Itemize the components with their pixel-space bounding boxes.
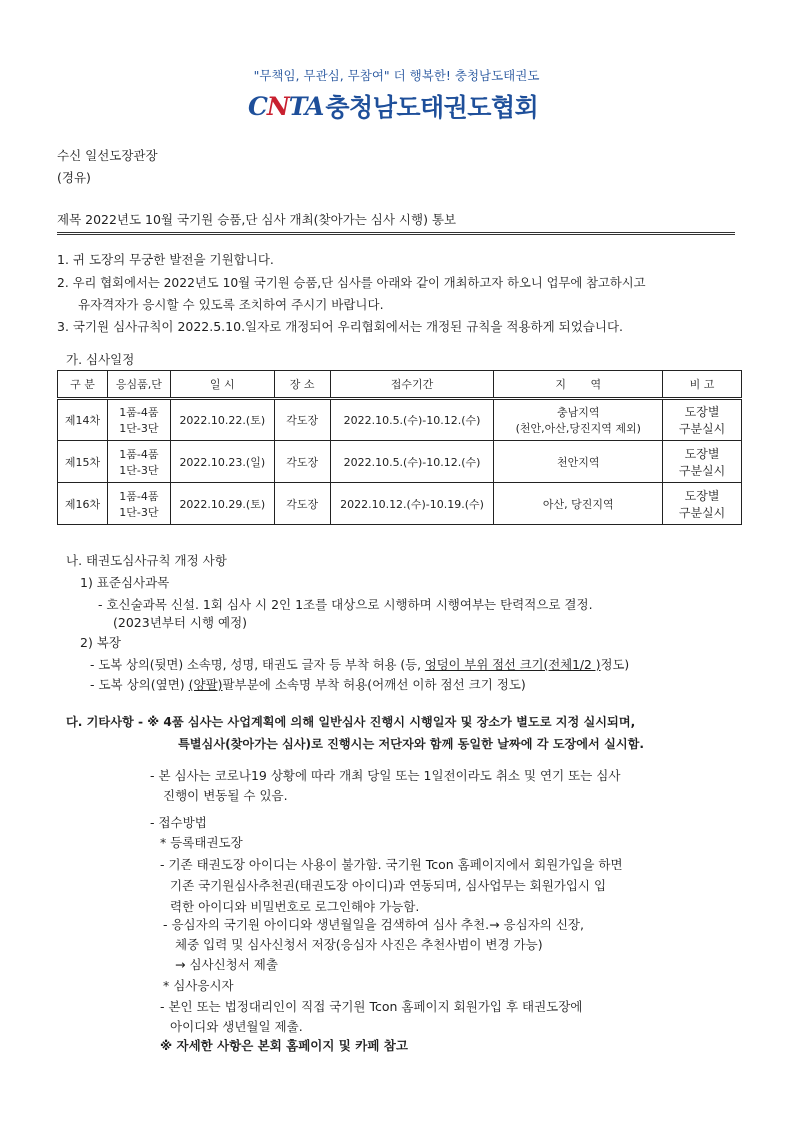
grade-dan: 1단-3단	[119, 422, 159, 435]
note-line-2: 구분실시	[678, 422, 726, 436]
logo-name: 충청남도태권도협회	[325, 93, 539, 122]
recipient-line: 수신 일선도장관장	[57, 148, 158, 163]
place-cell: 각도장	[274, 441, 330, 483]
registered-dojang-title: * 등록태권도장	[160, 835, 243, 850]
rules-item-2b-pre: - 도복 상의(옆면)	[90, 677, 189, 692]
note-line-1: 도장별	[684, 446, 720, 461]
table-row	[58, 483, 742, 525]
logo-mark	[248, 92, 323, 121]
paragraph-2a: 2. 우리 협회에서는 2022년도 10월 국기원 승품,단 심사를 아래와 같이 개최하고자 하오니 업무에 참고하시고	[57, 276, 646, 290]
registered-dojang-4: - 응심자의 국기원 아이디와 생년월일을 검색하여 심사 추천.→ 응심자의 신장,	[163, 917, 584, 932]
final-note: ※ 자세한 사항은 본회 홈페이지 및 카페 참고	[160, 1038, 408, 1053]
rules-item-1a: - 호신술과목 신설. 1회 심사 시 2인 1조를 대상으로 시행하며 시행여부는 탄력적으로 결정.	[98, 597, 593, 612]
table-row	[58, 399, 742, 441]
date-cell: 2022.10.22.(토)	[170, 399, 274, 441]
reception-method: - 접수방법	[150, 815, 207, 830]
col-header: 장 소	[274, 371, 330, 399]
date-cell: 2022.10.29.(토)	[170, 483, 274, 525]
note-cell	[663, 441, 742, 483]
grade-pum: 1품-4품	[119, 406, 159, 419]
region-cell: 천안지역	[494, 441, 663, 483]
rules-item-2a-post: 정도)	[600, 658, 630, 672]
round-cell: 제16차	[58, 483, 108, 525]
round-cell: 제14차	[58, 399, 108, 441]
paragraph-2b: 유자격자가 응시할 수 있도록 조치하여 주시기 바랍니다.	[78, 297, 384, 312]
registered-dojang-3: 력한 아이디와 비밀번호로 로그인해야 가능함.	[170, 899, 420, 914]
covid-note-1: - 본 심사는 코로나19 상황에 따라 개최 당일 또는 1일전이라도 취소 및 연기 또는 심사	[150, 768, 621, 783]
registered-dojang-2: 기존 국기원심사추천권(태권도장 아이디)과 연동되며, 심사업무는 회원가입시 입	[170, 878, 607, 893]
grade-dan: 1단-3단	[119, 463, 159, 477]
grade-cell	[107, 399, 170, 441]
table-row	[58, 441, 742, 483]
period-cell: 2022.10.5.(수)-10.12.(수)	[330, 441, 494, 483]
logo-mark-n: N	[266, 91, 289, 121]
period-cell: 2022.10.5.(수)-10.12.(수)	[330, 399, 494, 441]
rules-item-2b-underlined: (양팔)	[188, 677, 223, 692]
paragraph-1: 1. 귀 도장의 무궁한 발전을 기원합니다.	[57, 252, 274, 267]
via-line: (경유)	[57, 170, 91, 185]
association-logo	[248, 88, 538, 124]
rules-item-1b: (2023년부터 시행 예정)	[113, 615, 248, 630]
col-header: 응심품,단	[107, 371, 170, 399]
registered-dojang-1: - 기존 태권도장 아이디는 사용이 불가함. 국기원 Tcon 홈페이지에서 회원가입을 하면	[160, 857, 623, 872]
region-cell	[494, 399, 663, 441]
region-cell: 아산, 당진지역	[494, 483, 663, 525]
note-cell	[663, 483, 742, 525]
col-header: 지 역	[494, 371, 663, 399]
covid-note-2: 진행이 변동될 수 있음.	[163, 788, 288, 803]
col-header: 접수기간	[330, 371, 494, 399]
grade-cell	[107, 441, 170, 483]
logo-mark-ta: TA	[288, 91, 324, 121]
other-heading: 다. 기타사항 - ※ 4품 심사는 사업계획에 의해 일반심사 진행시 시행일자 및 장소가 별도로 지정 실시되며,	[66, 715, 636, 729]
logo-mark-c: C	[248, 91, 267, 121]
double-divider	[57, 232, 735, 235]
table-header-row	[58, 371, 742, 399]
applicant-1: - 본인 또는 법정대리인이 직접 국기원 Tcon 홈페이지 회원가입 후 태권도장에	[160, 999, 583, 1014]
col-header: 일 시	[170, 371, 274, 399]
region-sub: (천안,아산,당진지역 제외)	[515, 422, 641, 435]
col-header: 구 분	[58, 371, 108, 399]
grade-pum: 1품-4품	[119, 447, 159, 461]
schedule-table	[57, 370, 742, 525]
rules-item-2a-pre: - 도복 상의(뒷면) 소속명, 성명, 태권도 글자 등 부착 허용 (등,	[90, 658, 425, 672]
slogan: "무책임, 무관심, 무참여" 더 행복한! 충청남도태권도	[253, 68, 540, 83]
place-cell: 각도장	[274, 483, 330, 525]
rules-item-2b	[90, 675, 526, 693]
place-cell: 각도장	[274, 399, 330, 441]
period-cell: 2022.10.12.(수)-10.19.(수)	[330, 483, 494, 525]
round-cell: 제15차	[58, 441, 108, 483]
grade-dan: 1단-3단	[119, 505, 159, 519]
region-main: 충남지역	[556, 406, 600, 419]
other-heading-2: 특별심사(찾아가는 심사)로 진행시는 저단자와 함께 동일한 날짜에 각 도장에서 실시함.	[178, 737, 645, 751]
col-header: 비 고	[663, 371, 742, 399]
registered-dojang-6: → 심사신청서 제출	[175, 957, 278, 972]
registered-dojang-5: 체중 입력 및 심사신청서 저장(응심자 사진은 추천사범이 변경 가능)	[175, 937, 543, 952]
grade-pum: 1품-4품	[119, 489, 159, 503]
rules-item-1: 1) 표준심사과목	[80, 575, 170, 590]
applicant-2: 아이디와 생년월일 제출.	[170, 1019, 303, 1034]
subject-line: 제목 2022년도 10월 국기원 승품,단 심사 개최(찾아가는 심사 시행) 통보	[57, 212, 457, 227]
grade-cell	[107, 483, 170, 525]
rules-item-2: 2) 복장	[80, 635, 121, 650]
note-line-1: 도장별	[684, 405, 720, 419]
rules-item-2b-post: 팔부분에 소속명 부착 허용(어깨선 이하 점선 크기 정도)	[222, 677, 526, 692]
rules-item-2a-underlined: 엉덩이 부위 점선 크기(전체1/2 )	[424, 658, 601, 672]
rules-heading: 나. 태권도심사규칙 개정 사항	[66, 553, 227, 568]
paragraph-3: 3. 국기원 심사규칙이 2022.5.10.일자로 개정되어 우리협회에서는 개정된 규칙을 적용하게 되었습니다.	[57, 319, 624, 334]
note-line-2: 구분실시	[678, 463, 726, 478]
note-cell	[663, 399, 742, 441]
note-line-1: 도장별	[684, 488, 720, 503]
schedule-heading: 가. 심사일정	[66, 352, 135, 367]
rules-item-2a	[90, 655, 629, 673]
applicant-title: * 심사응시자	[163, 978, 234, 993]
note-line-2: 구분실시	[678, 505, 726, 520]
date-cell: 2022.10.23.(일)	[170, 441, 274, 483]
